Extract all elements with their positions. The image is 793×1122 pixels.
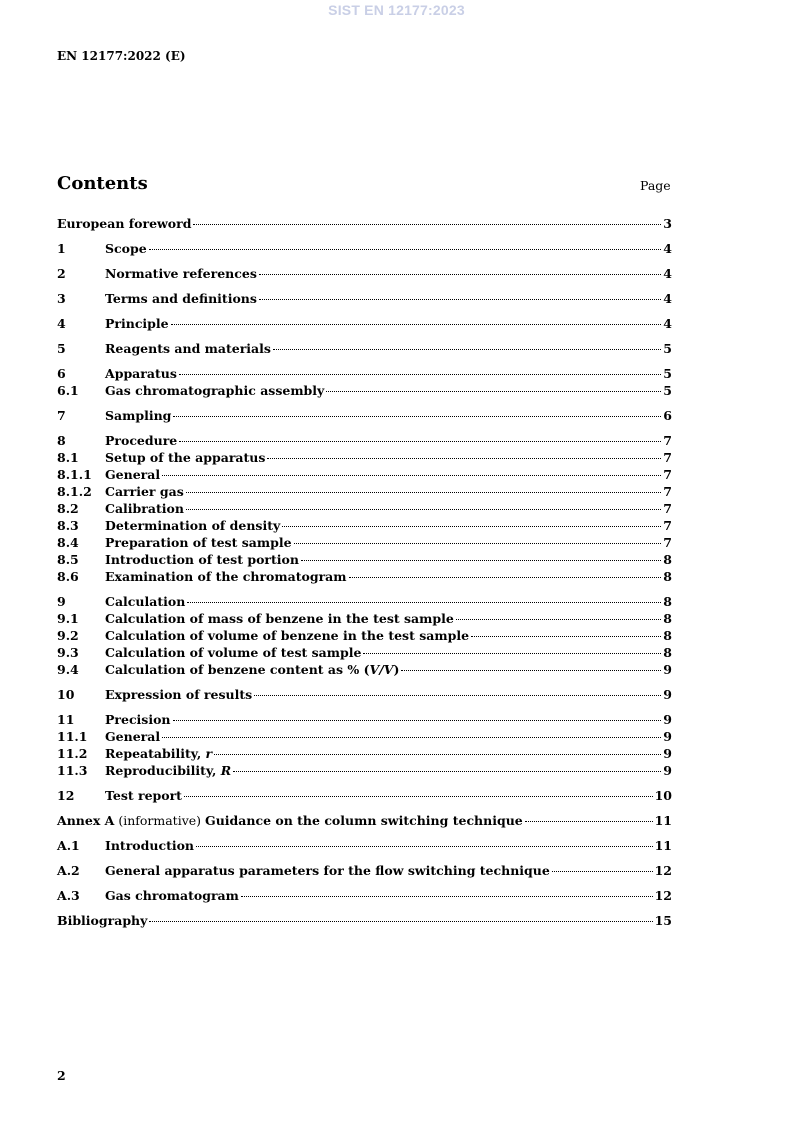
toc-number: 11 (57, 712, 75, 727)
toc-entry-6[interactable] (57, 365, 672, 382)
page-column-heading: Page (640, 178, 671, 193)
page-number: 2 (57, 1068, 66, 1083)
toc-entry-8-5[interactable] (57, 551, 672, 568)
toc-title: Examination of the chromatogram (105, 569, 347, 584)
toc-number: 12 (57, 788, 75, 803)
toc-page-number: 7 (663, 535, 672, 550)
toc-entry-8-1-2[interactable] (57, 483, 672, 500)
table-of-contents (57, 215, 672, 929)
toc-title: Calculation (105, 594, 186, 609)
toc-entry-european-foreword[interactable] (57, 215, 672, 232)
toc-entry-10[interactable] (57, 686, 672, 703)
toc-title: General (105, 729, 161, 744)
dot-leader (193, 224, 661, 225)
dot-leader (187, 602, 661, 603)
toc-number: A.1 (57, 838, 80, 853)
toc-page-number: 12 (654, 863, 672, 878)
dot-leader (363, 653, 661, 654)
toc-entry-11-1[interactable] (57, 728, 672, 745)
dot-leader (349, 577, 662, 578)
toc-entry-12[interactable] (57, 787, 672, 804)
dot-leader (525, 821, 653, 822)
toc-entry-4[interactable] (57, 315, 672, 332)
toc-number: A.2 (57, 863, 80, 878)
toc-entry-8[interactable] (57, 432, 672, 449)
toc-page-number: 8 (663, 611, 672, 626)
toc-number: 11.3 (57, 763, 88, 778)
document-id: EN 12177:2022 (E) (57, 49, 186, 63)
toc-title: General apparatus parameters for the flow switching technique (105, 863, 550, 878)
dot-leader (149, 921, 652, 922)
toc-number: 8.6 (57, 569, 79, 584)
toc-page-number: 7 (663, 518, 672, 533)
toc-title: Scope (105, 241, 147, 256)
dot-leader (214, 754, 661, 755)
toc-entry-9-1[interactable] (57, 610, 672, 627)
dot-leader (267, 458, 661, 459)
toc-number: 9.2 (57, 628, 79, 643)
toc-number: 6 (57, 366, 66, 381)
toc-number: 8.1 (57, 450, 79, 465)
dot-leader (273, 349, 661, 350)
toc-page-number: 5 (663, 366, 672, 381)
toc-title: Calculation of benzene content as % (V/V) (105, 662, 400, 677)
toc-title: Gas chromatographic assembly (105, 383, 325, 398)
toc-title: Reproducibility, R (105, 763, 232, 778)
toc-number: 6.1 (57, 383, 79, 398)
toc-number: 11.2 (57, 746, 88, 761)
dot-leader (149, 249, 662, 250)
toc-title: Test report (105, 788, 182, 803)
toc-number: 8.4 (57, 535, 79, 550)
toc-title: Repeatability, r (105, 746, 213, 761)
dot-leader (179, 374, 661, 375)
toc-number: 5 (57, 341, 66, 356)
dot-leader (401, 670, 661, 671)
toc-title: Introduction of test portion (105, 552, 299, 567)
toc-entry-9[interactable] (57, 593, 672, 610)
toc-entry-8-1-1[interactable] (57, 466, 672, 483)
toc-number: 8.1.2 (57, 484, 92, 499)
toc-page-number: 10 (654, 788, 672, 803)
dot-leader (294, 543, 662, 544)
toc-entry-6-1[interactable] (57, 382, 672, 399)
toc-title: Sampling (105, 408, 172, 423)
toc-page-number: 8 (663, 594, 672, 609)
toc-title: Apparatus (105, 366, 177, 381)
toc-title: Determination of density (105, 518, 281, 533)
toc-title: Carrier gas (105, 484, 184, 499)
dot-leader (162, 737, 661, 738)
dot-leader (184, 796, 653, 797)
contents-heading: Contents (57, 173, 148, 194)
toc-number: 3 (57, 291, 66, 306)
toc-page-number: 7 (663, 450, 672, 465)
toc-entry-9-4[interactable] (57, 661, 672, 678)
dot-leader (173, 416, 661, 417)
toc-page-number: 11 (654, 838, 672, 853)
toc-entry-8-6[interactable] (57, 568, 672, 585)
toc-number: 1 (57, 241, 66, 256)
toc-title: Introduction (105, 838, 195, 853)
toc-title: Procedure (105, 433, 178, 448)
toc-title: Annex A (informative) Guidance on the column switching technique (57, 813, 523, 828)
watermark: SIST EN 12177:2023 (328, 2, 465, 18)
toc-entry-11-3[interactable] (57, 762, 672, 779)
toc-number: 11.1 (57, 729, 88, 744)
toc-page-number: 5 (663, 383, 672, 398)
toc-entry-9-2[interactable] (57, 627, 672, 644)
toc-page-number: 9 (663, 729, 672, 744)
toc-page-number: 5 (663, 341, 672, 356)
toc-page-number: 9 (663, 712, 672, 727)
toc-number: 9 (57, 594, 66, 609)
toc-page-number: 7 (663, 484, 672, 499)
dot-leader (186, 492, 662, 493)
dot-leader (162, 475, 661, 476)
toc-page-number: 3 (663, 216, 672, 231)
toc-page-number: 4 (663, 316, 672, 331)
dot-leader (282, 526, 661, 527)
toc-title: Principle (105, 316, 169, 331)
toc-page-number: 15 (654, 913, 672, 928)
toc-number: 8.5 (57, 552, 79, 567)
toc-title: Preparation of test sample (105, 535, 292, 550)
toc-number: 8.3 (57, 518, 79, 533)
toc-page-number: 4 (663, 266, 672, 281)
toc-page-number: 7 (663, 433, 672, 448)
toc-entry-8-4[interactable] (57, 534, 672, 551)
toc-page-number: 4 (663, 291, 672, 306)
toc-number: 8.2 (57, 501, 79, 516)
toc-entry-annex-a[interactable] (57, 812, 672, 829)
toc-page-number: 8 (663, 645, 672, 660)
toc-page-number: 9 (663, 763, 672, 778)
toc-page-number: 8 (663, 628, 672, 643)
toc-entry-11-2[interactable] (57, 745, 672, 762)
toc-number: 9.4 (57, 662, 79, 677)
dot-leader (171, 324, 662, 325)
toc-title: Gas chromatogram (105, 888, 239, 903)
toc-number: 10 (57, 687, 75, 702)
dot-leader (471, 636, 661, 637)
toc-entry-8-2[interactable] (57, 500, 672, 517)
toc-number: 8.1.1 (57, 467, 92, 482)
toc-entry-8-1[interactable] (57, 449, 672, 466)
toc-title: Bibliography (57, 913, 148, 928)
toc-page-number: 8 (663, 552, 672, 567)
toc-title: Reagents and materials (105, 341, 271, 356)
toc-entry-9-3[interactable] (57, 644, 672, 661)
dot-leader (196, 846, 653, 847)
toc-title: Calculation of volume of test sample (105, 645, 362, 660)
toc-title: Calculation of volume of benzene in the test sample (105, 628, 470, 643)
toc-title: Expression of results (105, 687, 253, 702)
dot-leader (326, 391, 661, 392)
dot-leader (301, 560, 661, 561)
toc-entry-5[interactable] (57, 340, 672, 357)
toc-number: 7 (57, 408, 66, 423)
toc-page-number: 6 (663, 408, 672, 423)
toc-number: A.3 (57, 888, 80, 903)
toc-page-number: 9 (663, 687, 672, 702)
toc-page-number: 9 (663, 662, 672, 677)
toc-page-number: 4 (663, 241, 672, 256)
dot-leader (186, 509, 661, 510)
toc-entry-bibliography[interactable] (57, 912, 672, 929)
toc-title: Normative references (105, 266, 257, 281)
toc-entry-2[interactable] (57, 265, 672, 282)
dot-leader (173, 720, 662, 721)
dot-leader (233, 771, 661, 772)
toc-title: Terms and definitions (105, 291, 257, 306)
toc-number: 9.1 (57, 611, 79, 626)
toc-page-number: 7 (663, 467, 672, 482)
dot-leader (456, 619, 661, 620)
dot-leader (259, 274, 661, 275)
toc-page-number: 8 (663, 569, 672, 584)
toc-entry-7[interactable] (57, 407, 672, 424)
toc-title: General (105, 467, 161, 482)
toc-number: 9.3 (57, 645, 79, 660)
toc-page-number: 7 (663, 501, 672, 516)
toc-entry-a-3[interactable] (57, 887, 672, 904)
toc-entry-1[interactable] (57, 240, 672, 257)
toc-number: 8 (57, 433, 66, 448)
dot-leader (254, 695, 661, 696)
dot-leader (552, 871, 653, 872)
toc-title: Setup of the apparatus (105, 450, 266, 465)
dot-leader (259, 299, 661, 300)
toc-number: 2 (57, 266, 66, 281)
toc-entry-a-2[interactable] (57, 862, 672, 879)
dot-leader (241, 896, 653, 897)
dot-leader (179, 441, 661, 442)
toc-entry-a-1[interactable] (57, 837, 672, 854)
toc-entry-11[interactable] (57, 711, 672, 728)
toc-entry-8-3[interactable] (57, 517, 672, 534)
toc-number: 4 (57, 316, 66, 331)
toc-page-number: 11 (654, 813, 672, 828)
toc-page-number: 12 (654, 888, 672, 903)
toc-entry-3[interactable] (57, 290, 672, 307)
toc-page-number: 9 (663, 746, 672, 761)
toc-title: European foreword (57, 216, 192, 231)
toc-title: Calibration (105, 501, 184, 516)
toc-title: Precision (105, 712, 171, 727)
toc-title: Calculation of mass of benzene in the test sample (105, 611, 454, 626)
